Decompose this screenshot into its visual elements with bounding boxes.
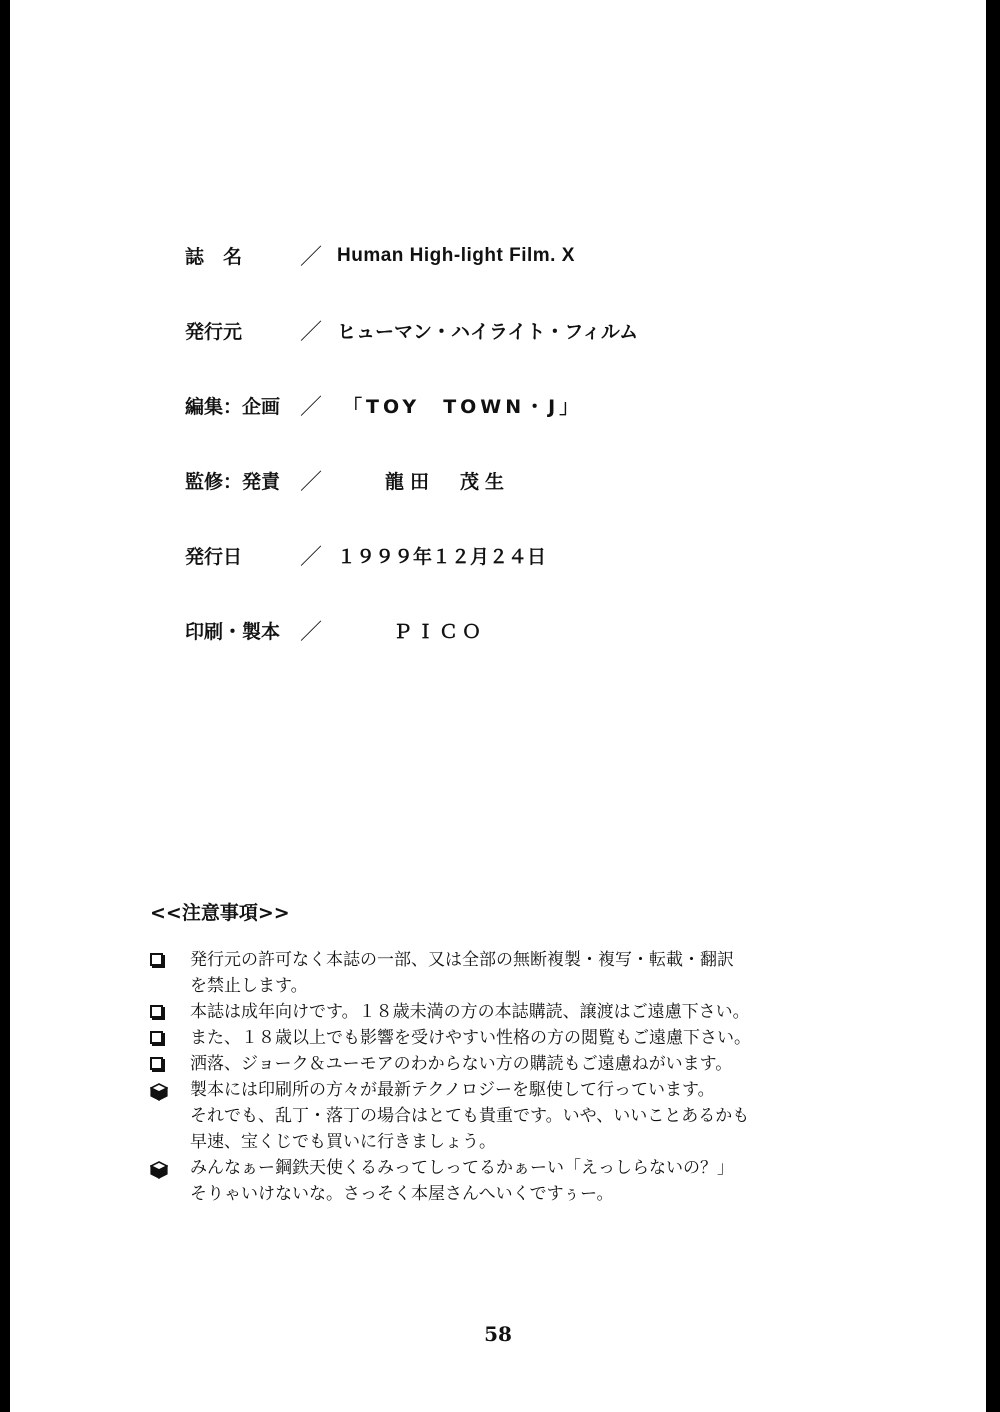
note-item (150, 1025, 870, 1051)
colophon-value: 「TOY TOWN・J」 (343, 396, 583, 418)
note-line: そりゃいけないな。さっそく本屋さんへいくですぅー。 (190, 1184, 614, 1204)
cube-icon (150, 1083, 168, 1101)
notes-heading: <<注意事項>> (150, 902, 290, 924)
colophon-value: Human High-light Film. X (337, 244, 575, 266)
colophon-label: 発行日 (185, 546, 243, 568)
separator: ／ (299, 545, 322, 570)
notes-section (150, 898, 870, 1207)
note-line: 早速、宝くじでも買いに行きましょう。 (190, 1132, 496, 1152)
colophon-label: 編集：企画 (185, 396, 281, 418)
note-item (150, 947, 870, 999)
note-item (150, 1077, 870, 1155)
colophon-row-title (185, 218, 805, 293)
checkbox-icon (150, 1057, 163, 1070)
page (10, 0, 986, 1412)
cube-icon (150, 1161, 168, 1179)
checkbox-icon (150, 1031, 163, 1044)
colophon-value: 龍田 茂生 (385, 471, 511, 493)
note-line: 本誌は成年向けです。１８歳未満の方の本誌購読、譲渡はご遠慮下さい。 (190, 1002, 750, 1022)
checkbox-icon (150, 953, 163, 966)
colophon-value: ヒューマン・ハイライト・フィルム (337, 321, 639, 343)
colophon-row-editing (185, 368, 805, 443)
note-line: また、１８歳以上でも影響を受けやすい性格の方の閲覧もご遠慮下さい。 (190, 1028, 751, 1048)
note-line: を禁止します。 (190, 976, 308, 996)
note-line: 製本には印刷所の方々が最新テクノロジーを駆使して行っています。 (190, 1080, 715, 1100)
separator: ／ (299, 395, 322, 420)
separator: ／ (299, 470, 322, 495)
colophon-row-publisher (185, 293, 805, 368)
colophon (185, 218, 805, 668)
colophon-label: 監修：発責 (185, 471, 281, 493)
colophon-label: 誌 名 (185, 246, 243, 268)
colophon-label: 印刷・製本 (185, 621, 281, 643)
colophon-label: 発行元 (185, 321, 243, 343)
page-number: 58 (484, 1322, 512, 1346)
colophon-row-supervision (185, 443, 805, 518)
note-line: 発行元の許可なく本誌の一部、又は全部の無断複製・複写・転載・翻訳 (190, 950, 734, 970)
note-line: 洒落、ジョーク＆ユーモアのわからない方の購読もご遠慮ねがいます。 (190, 1054, 733, 1074)
note-item (150, 1051, 870, 1077)
checkbox-icon (150, 1005, 163, 1018)
colophon-row-date (185, 518, 805, 593)
note-item (150, 999, 870, 1025)
separator: ／ (299, 620, 322, 645)
note-line: それでも、乱丁・落丁の場合はとても貴重です。いや、いいことあるかも (190, 1106, 750, 1126)
note-line: みんなぁー鋼鉄天使くるみってしってるかぁーい「えっしらないの？」 (190, 1158, 734, 1178)
separator: ／ (299, 245, 322, 270)
separator: ／ (299, 320, 322, 345)
colophon-row-printing (185, 593, 805, 668)
colophon-value: １９９９年１２月２４日 (337, 546, 547, 568)
note-item (150, 1155, 870, 1207)
colophon-value: ＰＩＣＯ (393, 621, 486, 643)
